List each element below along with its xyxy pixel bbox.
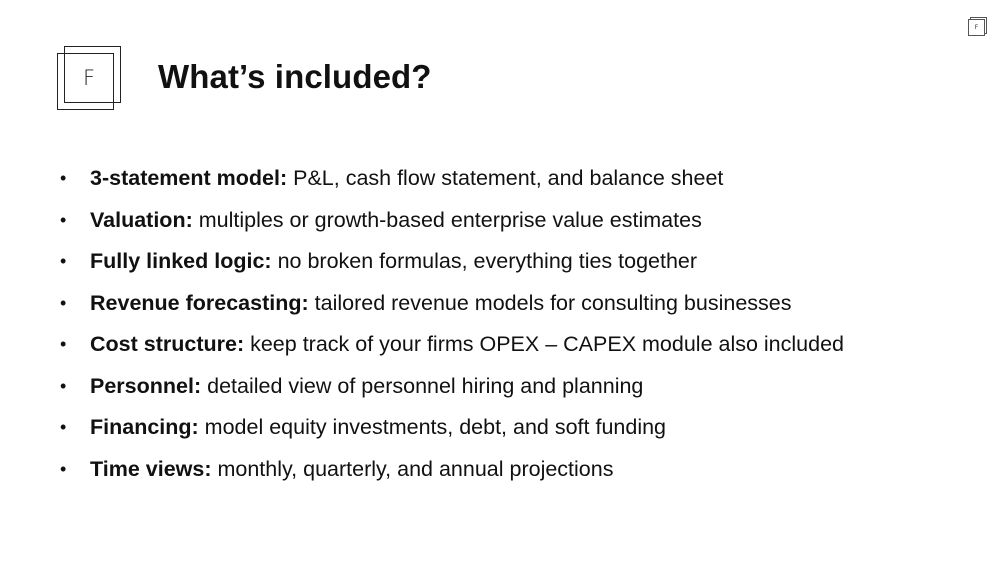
list-item-text [90,163,723,193]
list-item-description: P&L, cash flow statement, and balance sheet [293,166,724,190]
logo-letter: F [82,66,96,90]
list-item-description: monthly, quarterly, and annual projections [217,456,614,481]
brand-logo [57,46,123,112]
list-item [60,329,844,371]
list-item [60,371,844,413]
bullet-icon: • [60,417,67,437]
corner-logo-letter: F [968,19,985,36]
list-item-description: multiples or growth-based enterprise value estimates [198,207,702,232]
list-item-text [90,246,697,276]
list-item-term: Personnel: [90,373,202,398]
list-item-description: tailored revenue models for consulting businesses [314,290,792,315]
list-item-text [90,454,613,484]
list-item-text [90,412,666,442]
list-item-description: model equity investments, debt, and soft funding [204,415,667,439]
list-item-term: Time views: [90,456,212,481]
list-item-term: Revenue forecasting: [90,290,309,315]
bullet-icon: • [60,334,67,354]
list-item-term: 3-statement model: [90,166,288,190]
list-item-term: Valuation: [90,207,193,232]
list-item [60,205,844,247]
list-item-term: Fully linked logic: [90,249,272,273]
list-item [60,412,844,454]
list-item [60,454,844,496]
bullet-icon: • [60,458,67,479]
list-item [60,163,844,205]
list-item-description: detailed view of personnel hiring and planning [207,373,644,398]
bullet-icon: • [60,292,67,313]
list-item-text [90,371,643,401]
bullet-icon: • [60,209,67,230]
corner-logo [968,17,987,36]
bullet-icon: • [60,251,67,271]
bullet-icon: • [60,168,67,188]
list-item-term: Cost structure: [90,332,245,356]
list-item [60,288,844,330]
page-title: What’s included? [158,58,432,95]
list-item [60,246,844,288]
list-item-text [90,329,844,359]
list-item-description: keep track of your firms OPEX – CAPEX module also included [250,332,844,356]
list-item-text [90,288,792,318]
bullet-icon: • [60,375,67,396]
list-item-term: Financing: [90,415,199,439]
list-item-text [90,205,702,235]
list-item-description: no broken formulas, everything ties together [277,249,698,273]
feature-list [60,163,844,495]
